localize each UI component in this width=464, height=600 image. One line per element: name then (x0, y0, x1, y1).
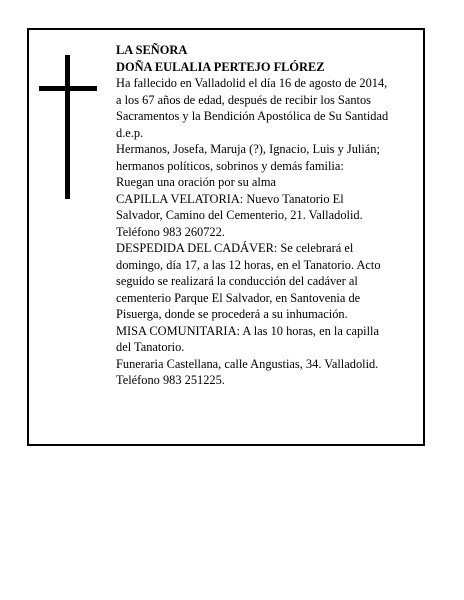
cross-horizontal-bar (39, 86, 97, 91)
notice-line: Pisuerga, donde se procederá a su inhumación. (116, 307, 348, 321)
notice-line: Sacramentos y la Bendición Apostólica de Su Santidad (116, 109, 389, 123)
notice-line: hermanos políticos, sobrinos y demás familia: (116, 158, 344, 173)
cross-icon (39, 55, 97, 199)
notice-line: MISA COMUNITARIA: A las 10 horas, en la capilla (116, 323, 379, 338)
notice-line: DESPEDIDA DEL CADÁVER: Se celebrará el (116, 241, 354, 255)
notice-line: Salvador, Camino del Cementerio, 21. Valladolid. (116, 208, 363, 222)
notice-line: del Tanatorio. (116, 340, 185, 354)
notice-line: Teléfono 983 260722. (116, 224, 225, 239)
notice-line: Funeraria Castellana, calle Angustias, 34. Valladolid. (116, 356, 379, 371)
notice-line: domingo, día 17, a las 12 horas, en el Tanatorio. Acto (116, 257, 381, 272)
notice-line: d.e.p. (116, 125, 144, 140)
notice-line: Ruegan una oración por su alma (116, 175, 276, 189)
notice-line: Teléfono 983 251225. (116, 373, 225, 387)
notice-line: Ha fallecido en Valladolid el día 16 de agosto de 2014, (116, 76, 388, 90)
notice-line: seguido se realizará la conducción del cadáver al (116, 274, 358, 288)
notice-line: Hermanos, Josefa, Maruja (?), Ignacio, Luis y Julián; (116, 142, 380, 156)
deceased-name: DOÑA EULALIA PERTEJO FLÓREZ (116, 59, 325, 74)
notice-line: a los 67 años de edad, después de recibir los Santos (116, 92, 371, 107)
cross-vertical-bar (65, 55, 70, 199)
notice-line: cementerio Parque El Salvador, en Santovenia de (116, 290, 361, 305)
obituary-notice (27, 28, 425, 446)
notice-text (116, 42, 424, 389)
notice-title: LA SEÑORA (116, 43, 188, 57)
notice-line: CAPILLA VELATORIA: Nuevo Tanatorio El (116, 191, 344, 206)
